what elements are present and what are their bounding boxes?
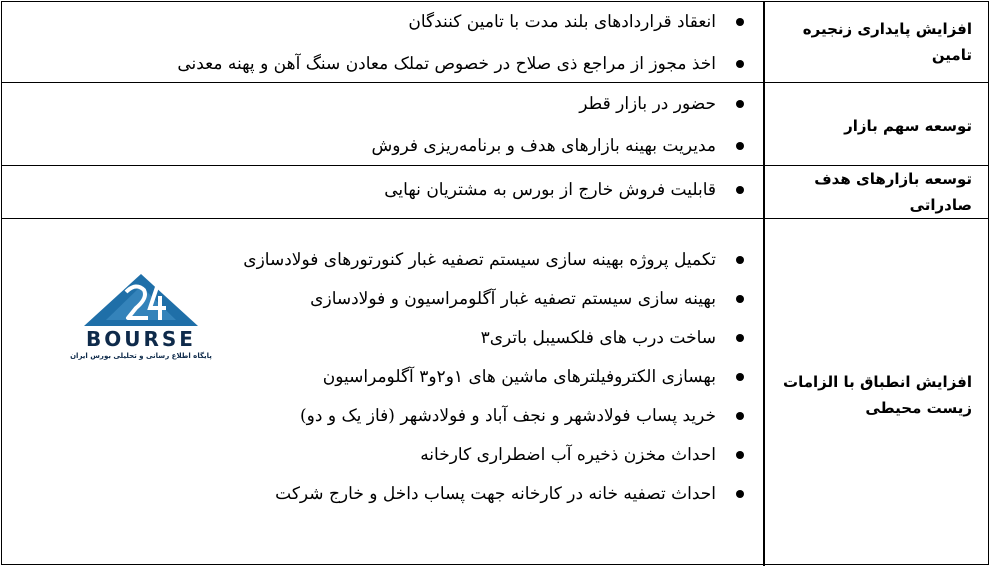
- list-item-text: بهینه سازی سیستم تصفیه غبار آگلومراسیون و فولادسازی: [310, 289, 716, 309]
- bullet-list: [10, 179, 750, 201]
- logo-wordmark: BOURSE: [86, 327, 196, 351]
- column-divider: [763, 219, 765, 566]
- column-divider: [763, 83, 765, 165]
- logo-tagline: پایگاه اطلاع رسانی و تحلیلی بورس ایران: [70, 352, 212, 360]
- list-item: [10, 444, 750, 466]
- bourse-triangle-icon: [66, 270, 216, 330]
- table-row: [2, 165, 988, 218]
- row-heading: افزایش انطباق با الزامات زیست محیطی: [783, 373, 972, 417]
- list-item-text: قابلیت فروش خارج از بورس به مشتریان نهایی: [384, 180, 716, 200]
- list-item-text: تکمیل پروژه بهینه سازی سیستم تصفیه غبار کنورتورهای فولادسازی: [243, 250, 716, 270]
- bullet-icon: [736, 490, 744, 498]
- list-item-text: خرید پساب فولادشهر و نجف آباد و فولادشهر (فاز یک و دو): [300, 406, 716, 426]
- list-item: [10, 93, 750, 115]
- table-row: [2, 82, 988, 165]
- row-heading: توسعه سهم بازار: [844, 117, 972, 135]
- bullet-icon: [736, 100, 744, 108]
- bullet-icon: [736, 256, 744, 264]
- bullet-icon: [736, 18, 744, 26]
- bullet-icon: [736, 186, 744, 194]
- list-item: [10, 53, 750, 75]
- bullet-icon: [736, 373, 744, 381]
- column-divider: [763, 166, 765, 218]
- row-heading: توسعه بازارهای هدف صادراتی: [814, 170, 972, 214]
- list-item: [10, 405, 750, 427]
- column-divider: [763, 2, 765, 82]
- list-item-text: انعقاد قراردادهای بلند مدت با تامین کنندگان: [408, 12, 716, 32]
- list-item-text: مدیریت بهینه بازارهای هدف و برنامه‌ریزی فروش: [371, 136, 716, 156]
- list-item: [10, 249, 750, 271]
- bullet-icon: [736, 334, 744, 342]
- bullet-icon: [736, 60, 744, 68]
- list-item: [10, 11, 750, 33]
- list-item: [10, 366, 750, 388]
- bullet-icon: [736, 295, 744, 303]
- list-item-text: ساخت درب های فلکسیبل باتری۳: [480, 328, 716, 348]
- bourse-logo: [66, 270, 216, 365]
- list-item-text: اخذ مجوز از مراجع ذی صلاح در خصوص تملک معادن سنگ آهن و پهنه معدنی: [177, 54, 716, 74]
- list-item-text: حضور در بازار قطر: [579, 94, 716, 114]
- list-item: [10, 483, 750, 505]
- table-row: [2, 2, 988, 82]
- bullet-icon: [736, 142, 744, 150]
- list-item-text: بهسازی الکتروفیلترهای ماشین های ۱و۲و۳ آگلومراسیون: [322, 367, 716, 387]
- bullet-icon: [736, 412, 744, 420]
- list-item-text: احداث مخزن ذخیره آب اضطراری کارخانه: [420, 445, 716, 465]
- list-item: [10, 179, 750, 201]
- row-heading: افزایش پایداری زنجیره تامین: [802, 20, 972, 64]
- bullet-icon: [736, 451, 744, 459]
- list-item-text: احداث تصفیه خانه در کارخانه جهت پساب داخل و خارج شرکت: [275, 484, 716, 504]
- list-item: [10, 135, 750, 157]
